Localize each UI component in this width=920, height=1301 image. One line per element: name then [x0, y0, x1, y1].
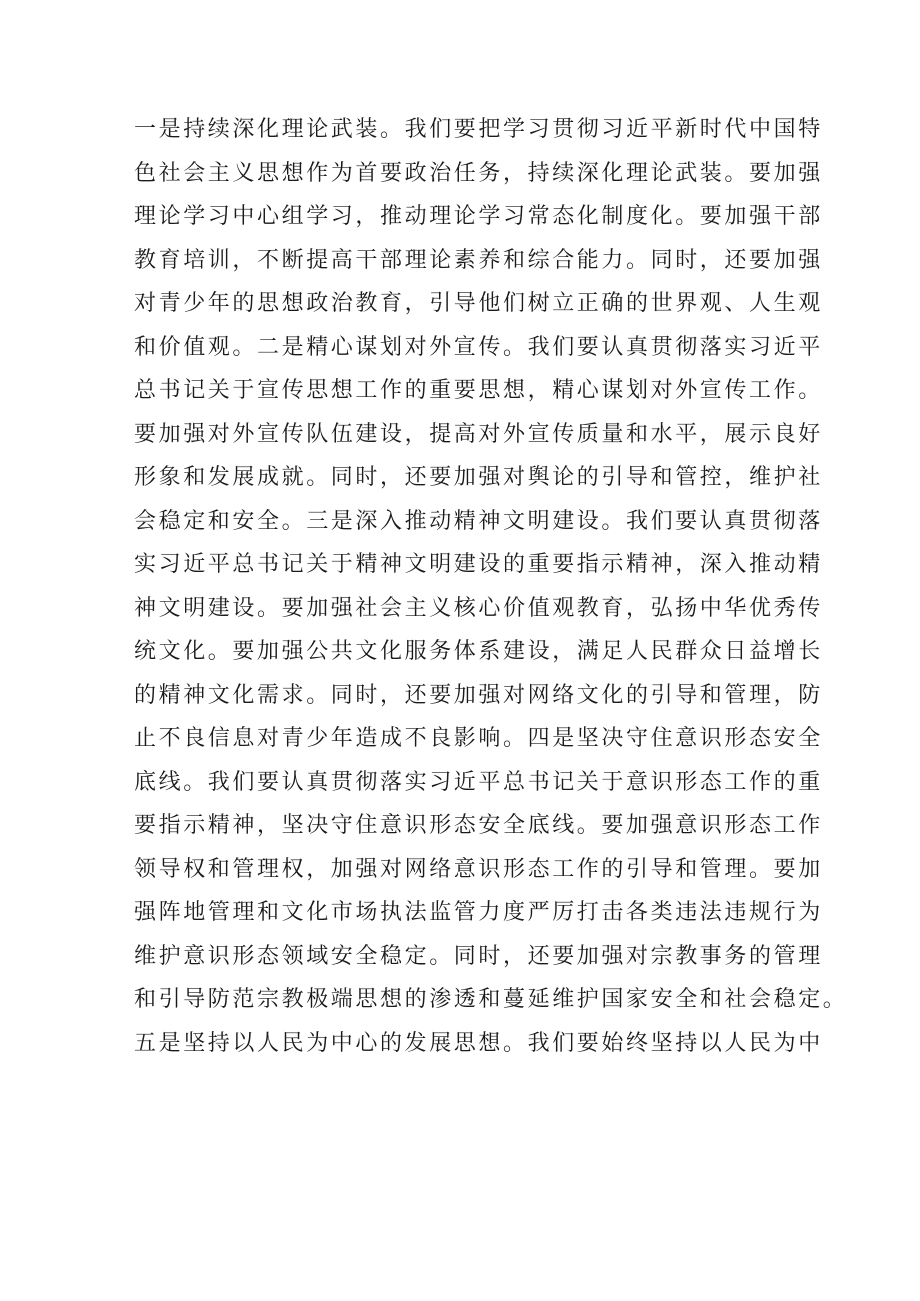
text-line: 止不良信息对青少年造成不良影响。四是坚决守住意识形态安全 — [134, 726, 823, 751]
text-line: 维护意识形态领域安全稳定。同时，还要加强对宗教事务的管理 — [134, 943, 823, 969]
body-paragraph — [134, 108, 848, 1065]
text-line: 统文化。要加强公共文化服务体系建设，满足人民群众日益增长 — [134, 639, 823, 664]
text-line: 和价值观。二是精心谋划对外宣传。我们要认真贯彻落实习近平 — [134, 334, 823, 360]
text-line: 的精神文化需求。同时，还要加强对网络文化的引导和管理，防 — [134, 682, 823, 708]
text-line: 理论学习中心组学习，推动理论学习常态化制度化。要加强干部 — [134, 204, 823, 229]
text-line: 实习近平总书记关于精神文明建设的重要指示精神，深入推动精 — [134, 552, 823, 577]
text-line: 对青少年的思想政治教育，引导他们树立正确的世界观、人生观 — [134, 291, 823, 316]
text-line: 领导权和管理权，加强对网络意识形态工作的引导和管理。要加 — [134, 856, 823, 882]
text-line: 和引导防范宗教极端思想的渗透和蔓延维护国家安全和社会稳定。 — [134, 987, 848, 1012]
text-line: 五是坚持以人民为中心的发展思想。我们要始终坚持以人民为中 — [134, 1030, 823, 1056]
text-line: 强阵地管理和文化市场执法监管力度严厉打击各类违法违规行为 — [134, 900, 823, 925]
text-line: 色社会主义思想作为首要政治任务，持续深化理论武装。要加强 — [134, 160, 823, 186]
text-line: 一是持续深化理论武装。我们要把学习贯彻习近平新时代中国特 — [134, 117, 823, 142]
text-line: 形象和发展成就。同时，还要加强对舆论的引导和管控，维护社 — [134, 465, 823, 490]
text-line: 会稳定和安全。三是深入推动精神文明建设。我们要认真贯彻落 — [134, 508, 823, 534]
text-line: 总书记关于宣传思想工作的重要思想，精心谋划对外宣传工作。 — [134, 378, 823, 403]
text-line: 神文明建设。要加强社会主义核心价值观教育，弘扬中华优秀传 — [134, 595, 823, 621]
text-line: 要指示精神，坚决守住意识形态安全底线。要加强意识形态工作 — [134, 813, 823, 838]
text-line: 底线。我们要认真贯彻落实习近平总书记关于意识形态工作的重 — [134, 769, 823, 795]
text-line: 教育培训，不断提高干部理论素养和综合能力。同时，还要加强 — [134, 247, 823, 273]
text-line: 要加强对外宣传队伍建设，提高对外宣传质量和水平，展示良好 — [134, 421, 823, 447]
